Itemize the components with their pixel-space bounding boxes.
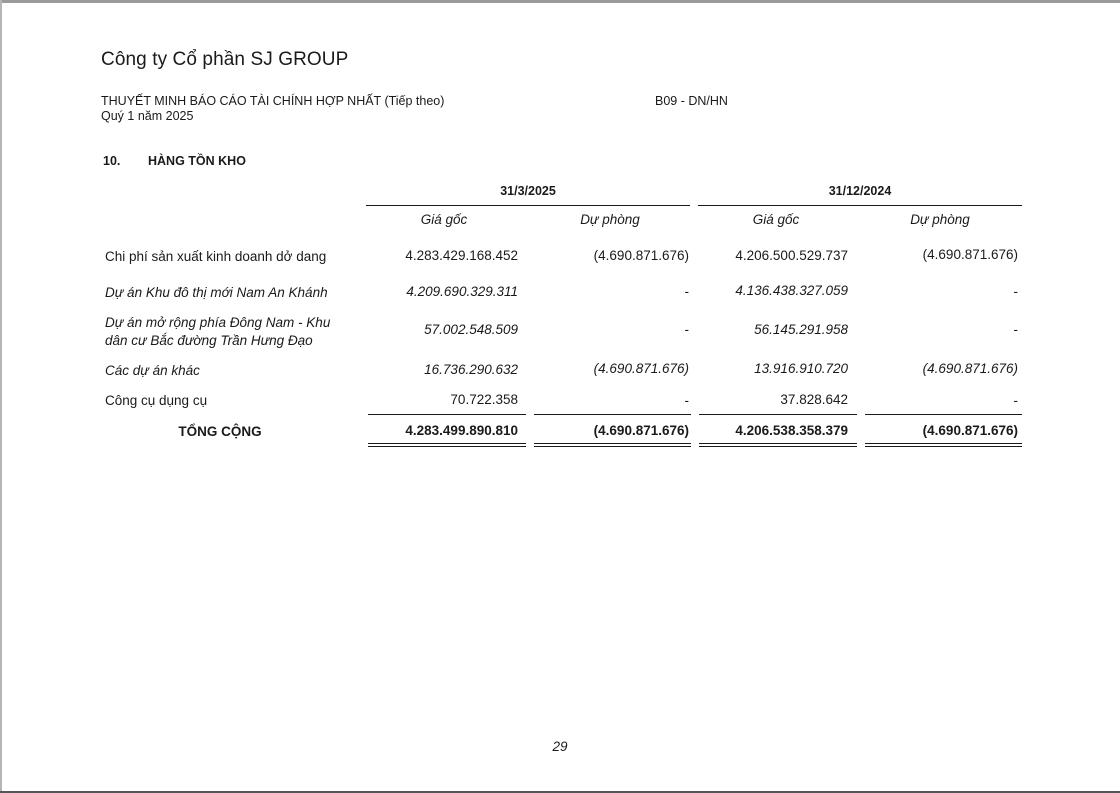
left-border: [0, 0, 2, 793]
double-underline: [865, 446, 1022, 447]
period-header-2024: 31/12/2024: [828, 184, 892, 198]
column-header-provision: Dự phòng: [580, 212, 640, 227]
subtotal-rule: [368, 414, 526, 415]
report-code: B09 - DN/HN: [655, 94, 728, 108]
double-underline: [368, 443, 526, 444]
total-label: TỔNG CỘNG: [178, 424, 262, 439]
double-underline: [534, 446, 691, 447]
row-label: Công cụ dụng cụ: [105, 393, 208, 408]
double-underline: [534, 443, 691, 444]
table-cell: -: [684, 393, 689, 408]
column-header-cost: Giá gốc: [420, 212, 468, 227]
period-underline: [366, 205, 690, 206]
row-label: Các dự án khác: [105, 363, 200, 378]
top-border: [0, 0, 1120, 3]
total-cell: 4.206.538.358.379: [735, 423, 848, 438]
table-cell: (4.690.871.676): [593, 248, 689, 263]
table-cell: 16.736.290.632: [424, 362, 518, 377]
table-cell: -: [1013, 322, 1018, 337]
period-underline: [698, 205, 1022, 206]
table-cell: 13.916.910.720: [754, 361, 848, 376]
column-header-cost: Giá gốc: [752, 212, 800, 227]
total-cell: (4.690.871.676): [922, 423, 1018, 438]
row-label-line: Dự án mở rộng phía Đông Nam - Khu: [105, 315, 331, 330]
table-cell: (4.690.871.676): [922, 361, 1018, 376]
table-cell: 56.145.291.958: [754, 322, 848, 337]
double-underline: [699, 443, 857, 444]
table-cell: (4.690.871.676): [922, 247, 1018, 262]
row-label: Dự án Khu đô thị mới Nam An Khánh: [105, 285, 328, 300]
row-label-line: dân cư Bắc đường Trần Hưng Đạo: [105, 333, 313, 348]
column-header-provision: Dự phòng: [910, 212, 970, 227]
total-cell: (4.690.871.676): [593, 423, 689, 438]
subtotal-rule: [534, 414, 691, 415]
table-cell: 4.209.690.329.311: [406, 284, 518, 299]
row-label: [105, 314, 365, 350]
section-title: HÀNG TỒN KHO: [148, 154, 246, 168]
table-cell: -: [684, 284, 689, 299]
row-label: Chi phí sản xuất kinh doanh dở dang: [105, 249, 327, 264]
table-cell: -: [1013, 284, 1018, 299]
double-underline: [699, 446, 857, 447]
table-cell: -: [684, 322, 689, 337]
company-name: Công ty Cổ phần SJ GROUP: [101, 49, 349, 70]
double-underline: [368, 446, 526, 447]
table-cell: 4.136.438.327.059: [735, 283, 848, 298]
table-cell: 37.828.642: [780, 392, 848, 407]
period-header-2025: 31/3/2025: [500, 184, 556, 198]
double-underline: [865, 443, 1022, 444]
table-cell: 57.002.548.509: [424, 322, 518, 337]
page-number: 29: [552, 739, 568, 754]
table-cell: 70.722.358: [450, 392, 518, 407]
report-period: Quý 1 năm 2025: [101, 109, 194, 123]
subtotal-rule: [865, 414, 1022, 415]
table-cell: 4.206.500.529.737: [735, 248, 848, 263]
section-number: 10.: [103, 154, 121, 168]
table-cell: (4.690.871.676): [593, 361, 689, 376]
total-cell: 4.283.499.890.810: [405, 423, 518, 438]
table-cell: 4.283.429.168.452: [405, 248, 518, 263]
table-cell: -: [1013, 393, 1018, 408]
report-title: THUYẾT MINH BÁO CÁO TÀI CHÍNH HỢP NHẤT (Tiếp theo): [101, 94, 445, 108]
subtotal-rule: [699, 414, 857, 415]
